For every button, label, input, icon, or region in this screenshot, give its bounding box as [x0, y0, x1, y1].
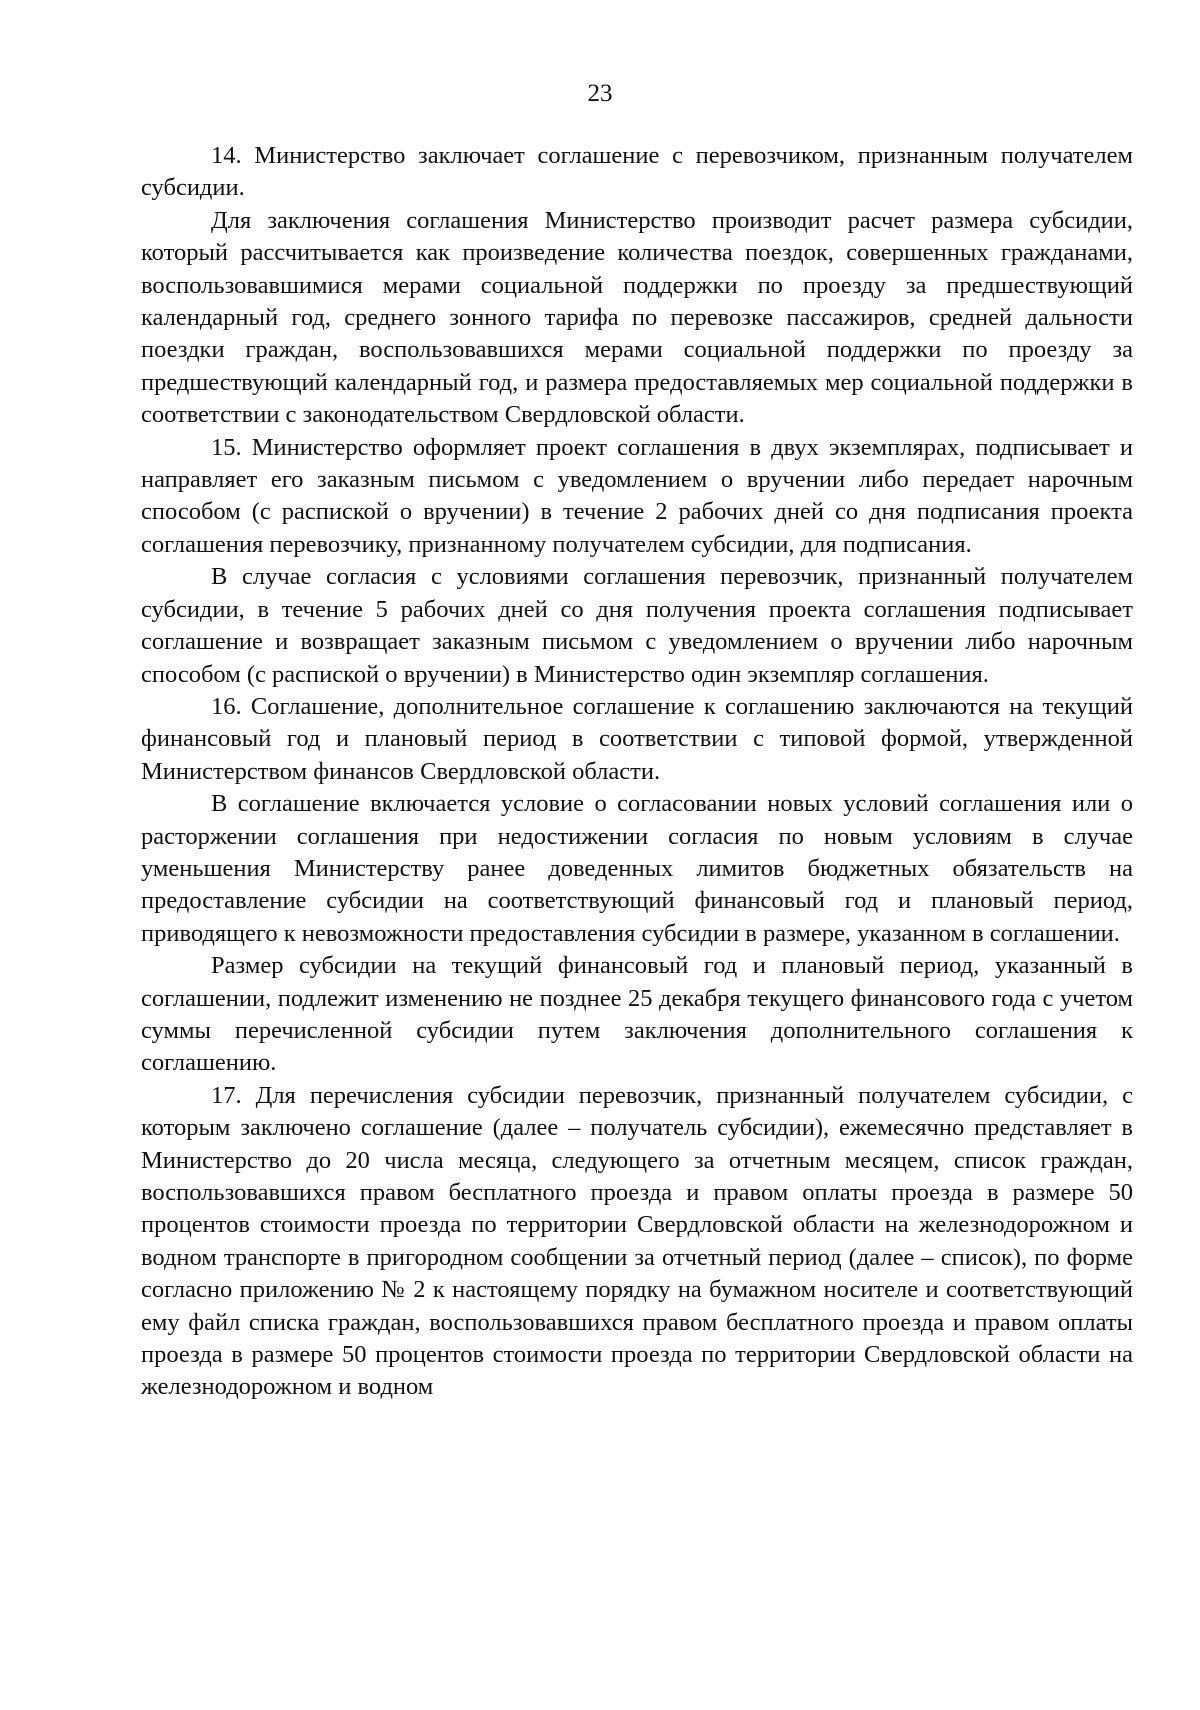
paragraph-17: 17. Для перечисления субсидии перевозчик, признанный получателем субсидии, с которым заключено соглашение (далее – получатель субсидии), ежемесячно представляет в Министерство до 20 числа месяца, следующего за отчетным месяцем, список граждан, воспользовавшихся правом бесплатного проезда и правом оплаты проезда в размере 50 процентов стоимости проезда по территории Свердловской области на железнодорожном и водном транспорте в пригородном сообщении за отчетный период (далее – список), по форме согласно приложению № 2 к настоящему порядку на бумажном носителе и соответствующий ему файл списка граждан, воспользовавшихся правом бесплатного проезда и правом оплаты проезда в размере 50 процентов стоимости проезда по территории Свердловской области на железнодорожном и водном: [141, 1081, 1133, 1401]
paragraph-14: 14. Министерство заключает соглашение с перевозчиком, признанным получателем субсидии.: [141, 142, 1133, 202]
paragraph-agreement-conditions: В соглашение включается условие о согласовании новых условий соглашения или о расторжении соглашения при недостижении согласия по новым условиям в случае уменьшения Министерству ранее доведенных лимитов бюджетных обязательств на предоставление субсидии на соответствующий финансовый год и плановый период, приводящего к невозможности предоставления субсидии в размере, указанном в соглашении.: [141, 790, 1133, 947]
paragraph-subsidy-amount: Размер субсидии на текущий финансовый год и плановый период, указанный в соглашении, подлежит изменению не позднее 25 декабря текущего финансового года с учетом суммы перечисленной субсидии путем заключения дополнительного соглашения к соглашению.: [141, 952, 1133, 1077]
paragraph-15: 15. Министерство оформляет проект соглашения в двух экземплярах, подписывает и направляет его заказным письмом с уведомлением о вручении либо передает нарочным способом (с распиской о вручении) в течение 2 рабочих дней со дня подписания проекта соглашения перевозчику, признанному получателем субсидии, для подписания.: [141, 433, 1133, 558]
document-body: [141, 140, 1133, 1404]
paragraph-16: 16. Соглашение, дополнительное соглашение к соглашению заключаются на текущий финансовый год и плановый период в соответствии с типовой формой, утвержденной Министерством финансов Свердловской области.: [141, 692, 1133, 785]
page-number: 23: [587, 80, 613, 107]
paragraph-subsidy-calculation: Для заключения соглашения Министерство производит расчет размера субсидии, который рассчитывается как произведение количества поездок, совершенных гражданами, воспользовавшимися мерами социальной поддержки по проезду за предшествующий календарный год, среднего зонного тарифа по перевозке пассажиров, средней дальности поездки граждан, воспользовавшихся мерами социальной поддержки по проезду за предшествующий календарный год, и размера предоставляемых мер социальной поддержки в соответствии с законодательством Свердловской области.: [141, 206, 1133, 429]
paragraph-agreement-consent: В случае согласия с условиями соглашения перевозчик, признанный получателем субсидии, в течение 5 рабочих дней со дня получения проекта соглашения подписывает соглашение и возвращает заказным письмом с уведомлением о вручении либо нарочным способом (с распиской о вручении) в Министерство один экземпляр соглашения.: [141, 563, 1133, 688]
